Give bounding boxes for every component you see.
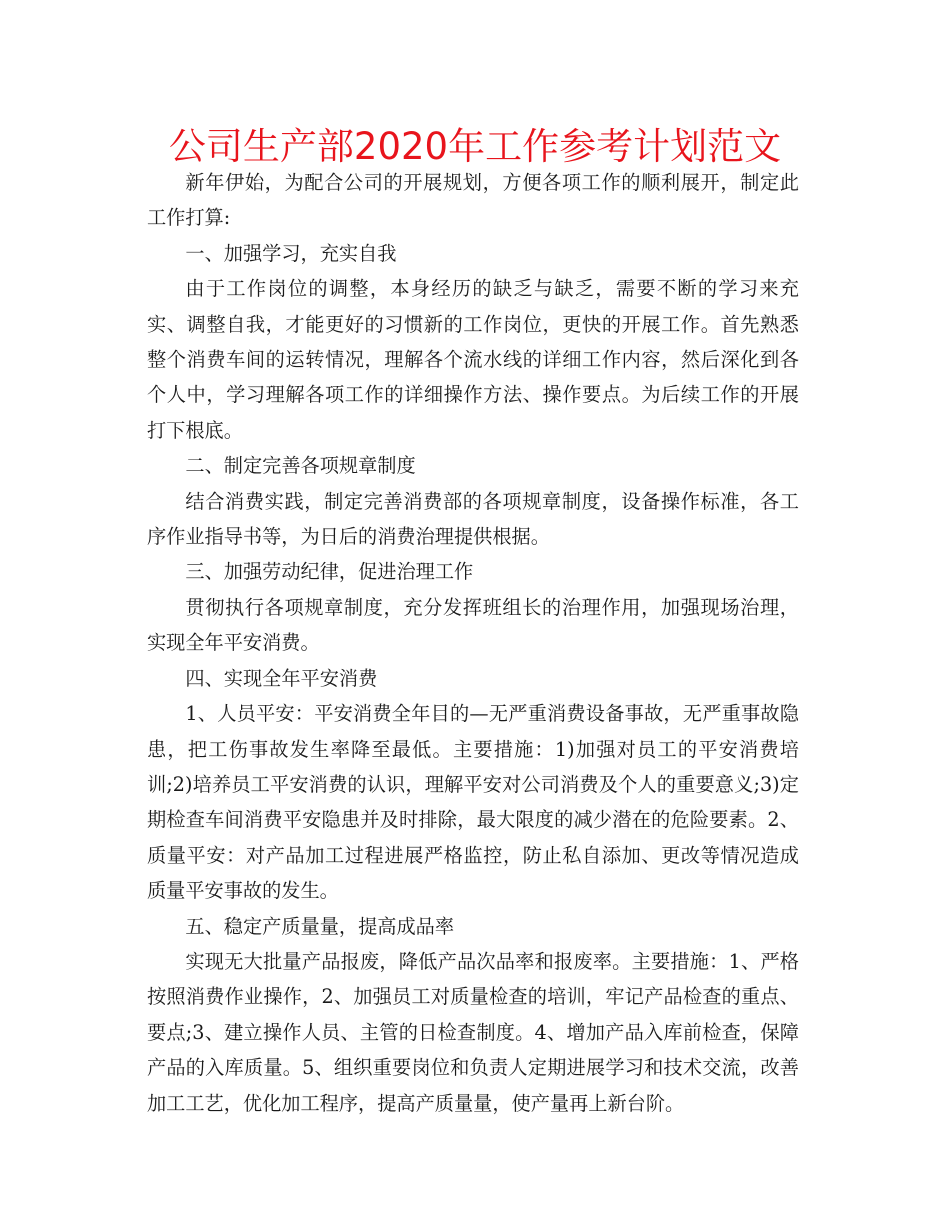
document-title: 公司生产部2020年工作参考计划范文 <box>168 125 782 168</box>
intro-paragraph: 新年伊始，为配合公司的开展规划，方便各项工作的顺利展开，制定此工作打算: <box>147 171 799 230</box>
section-paragraph-5: 实现无大批量产品报废，降低产品次品率和报废率。主要措施：1、严格按照消费作业操作，2、加强员工对质量检查的培训，牢记产品检查的重点、要点;3、建立操作人员、主管的日检查制度。4、增加产品入库前检查，保障产品的入库质量。5、组织重要岗位和负责人定期进展学习和技术交流，改善加工工艺，优化加工程序，提高产质量量，使产量再上新台阶。 <box>147 949 799 1115</box>
section-paragraph-4: 1、人员平安：平安消费全年目的—无严重消费设备事故，无严重事故隐患，把工伤事故发生率降至最低。主要措施：1)加强对员工的平安消费培训;2)培养员工平安消费的认识，理解平安对公司消费及个人的重要意义;3)定期检查车间消费平安隐患并及时排除，最大限度的减少潜在的危险要素。2、质量平安：对产品加工过程进展严格监控，防止私自添加、更改等情况造成质量平安事故的发生。 <box>147 702 799 903</box>
section-paragraph-1: 由于工作岗位的调整，本身经历的缺乏与缺乏，需要不断的学习来充实、调整自我，才能更好的习惯新的工作岗位，更快的开展工作。首先熟悉整个消费车间的运转情况，理解各个流水线的详细工作内容，然后深化到各个人中，学习理解各项工作的详细操作方法、操作要点。为后续工作的开展打下根底。 <box>147 277 799 442</box>
section-heading-1: 一、加强学习，充实自我 <box>185 241 397 265</box>
section-heading-2: 二、制定完善各项规章制度 <box>185 454 416 478</box>
section-paragraph-3: 贯彻执行各项规章制度，充分发挥班组长的治理作用，加强现场治理，实现全年平安消费。 <box>147 595 799 655</box>
section-heading-5: 五、稳定产质量量，提高成品率 <box>185 914 455 938</box>
section-heading-4: 四、实现全年平安消费 <box>185 666 378 690</box>
section-heading-3: 三、加强劳动纪律，促进治理工作 <box>185 560 474 584</box>
document-body <box>147 165 799 1121</box>
section-paragraph-2: 结合消费实践，制定完善消费部的各项规章制度，设备操作标准，各工序作业指导书等，为日后的消费治理提供根据。 <box>147 489 799 549</box>
